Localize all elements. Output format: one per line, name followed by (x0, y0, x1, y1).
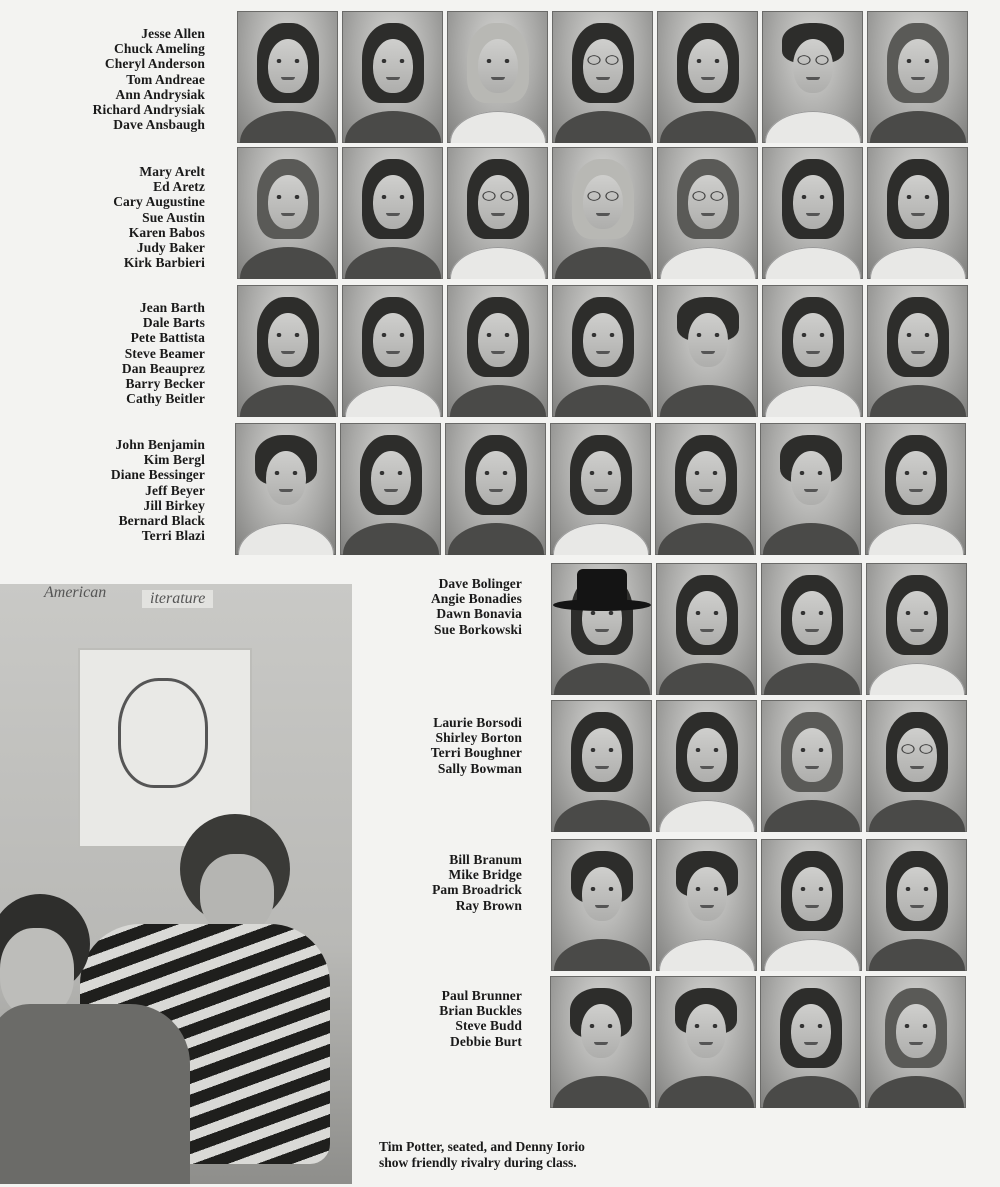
student-name: Jeff Beyer (145, 482, 205, 498)
student-name: Sally Bowman (437, 760, 522, 776)
photo-row-4 (235, 423, 966, 555)
caption-line-1: Tim Potter, seated, and Denny Iorio (379, 1139, 585, 1154)
portrait-photo (760, 976, 861, 1108)
student-name: Cathy Beitler (126, 391, 205, 407)
portrait-photo (340, 423, 441, 555)
portrait-photo (656, 839, 757, 971)
portrait-photo (551, 700, 652, 832)
portrait-photo (656, 700, 757, 832)
student-name: Cheryl Anderson (104, 56, 205, 72)
names-group-8 (439, 988, 522, 1049)
portrait-photo (761, 839, 862, 971)
student-name: Terri Blazi (141, 528, 205, 544)
portrait-photo (867, 11, 968, 143)
student-name: Jesse Allen (141, 26, 205, 41)
names-group-3 (122, 300, 205, 406)
student-name: Judy Baker (136, 240, 205, 256)
student-name: Tom Andreae (126, 71, 205, 87)
photo-caption (379, 1139, 585, 1171)
portrait-photo (762, 147, 863, 279)
portrait-photo (237, 147, 338, 279)
caption-line-2: show friendly rivalry during class. (379, 1155, 577, 1170)
portrait-photo (657, 11, 758, 143)
portrait-photo (447, 285, 548, 417)
photo-row-2 (237, 147, 968, 279)
portrait-photo (656, 563, 757, 695)
portrait-photo (235, 423, 336, 555)
portrait-photo (237, 285, 338, 417)
portrait-photo (866, 839, 967, 971)
portrait-photo (760, 423, 861, 555)
photo-row-3 (237, 285, 968, 417)
portrait-photo-hat (551, 563, 652, 695)
student-name: John Benjamin (115, 437, 205, 452)
portrait-photo (552, 11, 653, 143)
portrait-photo (342, 285, 443, 417)
names-group-4 (111, 437, 205, 543)
student-name: Steve Beamer (124, 345, 205, 361)
student-name: Debbie Burt (450, 1033, 522, 1049)
portrait-photo (762, 11, 863, 143)
student-name: Dan Beauprez (121, 360, 205, 376)
portrait-photo (342, 147, 443, 279)
student-name: Shirley Borton (435, 730, 522, 746)
student-name: Dawn Bonavia (436, 606, 522, 622)
portrait-photo (867, 147, 968, 279)
seated-student (0, 894, 200, 1184)
portrait-photo (447, 11, 548, 143)
student-name: Mike Bridge (448, 867, 522, 883)
portrait-photo (552, 147, 653, 279)
portrait-photo (865, 976, 966, 1108)
portrait-photo (867, 285, 968, 417)
portrait-photo (655, 976, 756, 1108)
student-name: Kirk Barbieri (123, 255, 205, 271)
student-name: Ray Brown (455, 897, 522, 913)
photo-row-8 (550, 976, 966, 1108)
student-name: Jill Birkey (143, 497, 205, 513)
student-name: Bernard Black (118, 513, 205, 529)
portrait-photo (657, 285, 758, 417)
photo-row-6 (551, 700, 967, 832)
sign-american: American (44, 584, 107, 601)
portrait-photo (762, 285, 863, 417)
portrait-photo (550, 423, 651, 555)
student-name: Chuck Ameling (114, 41, 205, 57)
names-group-5 (431, 576, 522, 637)
portrait-photo (657, 147, 758, 279)
photo-row-5 (551, 563, 967, 695)
portrait-photo (552, 285, 653, 417)
student-name: Kim Bergl (143, 452, 205, 468)
portrait-photo (550, 976, 651, 1108)
sign-literature: iterature (142, 590, 213, 608)
names-group-2 (113, 164, 205, 270)
student-name: Steve Budd (455, 1018, 522, 1034)
student-name: Jean Barth (139, 300, 205, 315)
student-name: Paul Brunner (441, 988, 522, 1003)
portrait-photo (237, 11, 338, 143)
student-name: Laurie Borsodi (433, 715, 522, 730)
portrait-photo (866, 700, 967, 832)
portrait-photo (342, 11, 443, 143)
student-name: Cary Augustine (113, 194, 205, 210)
portrait-photo (761, 700, 862, 832)
portrait-photo (761, 563, 862, 695)
student-name: Mary Arelt (139, 164, 205, 179)
portrait-photo (865, 423, 966, 555)
student-name: Richard Andrysiak (92, 102, 205, 118)
portrait-photo (551, 839, 652, 971)
student-name: Pam Broadrick (432, 882, 522, 898)
portrait-photo (447, 147, 548, 279)
student-name: Diane Bessinger (110, 467, 205, 483)
student-name: Bill Branum (449, 852, 522, 867)
student-name: Dave Ansbaugh (113, 117, 205, 133)
student-name: Sue Borkowski (434, 621, 522, 637)
names-group-7 (432, 852, 522, 913)
student-name: Terri Boughner (430, 745, 522, 761)
student-name: Dave Bolinger (438, 576, 522, 591)
portrait-photo (655, 423, 756, 555)
photo-row-7 (551, 839, 967, 971)
portrait-photo (445, 423, 546, 555)
names-group-6 (431, 715, 522, 776)
names-group-1 (93, 26, 205, 132)
student-name: Angie Bonadies (430, 591, 522, 607)
student-name: Brian Buckles (439, 1003, 522, 1019)
student-name: Dale Barts (142, 315, 205, 331)
student-name: Karen Babos (128, 224, 205, 240)
candid-classroom-photo (0, 584, 352, 1184)
photo-row-1 (237, 11, 968, 143)
student-name: Ed Aretz (153, 179, 205, 195)
student-name: Barry Becker (125, 376, 205, 392)
student-name: Ann Andrysiak (115, 86, 205, 102)
portrait-photo (866, 563, 967, 695)
student-name: Sue Austin (142, 209, 205, 225)
student-name: Pete Battista (130, 330, 205, 346)
